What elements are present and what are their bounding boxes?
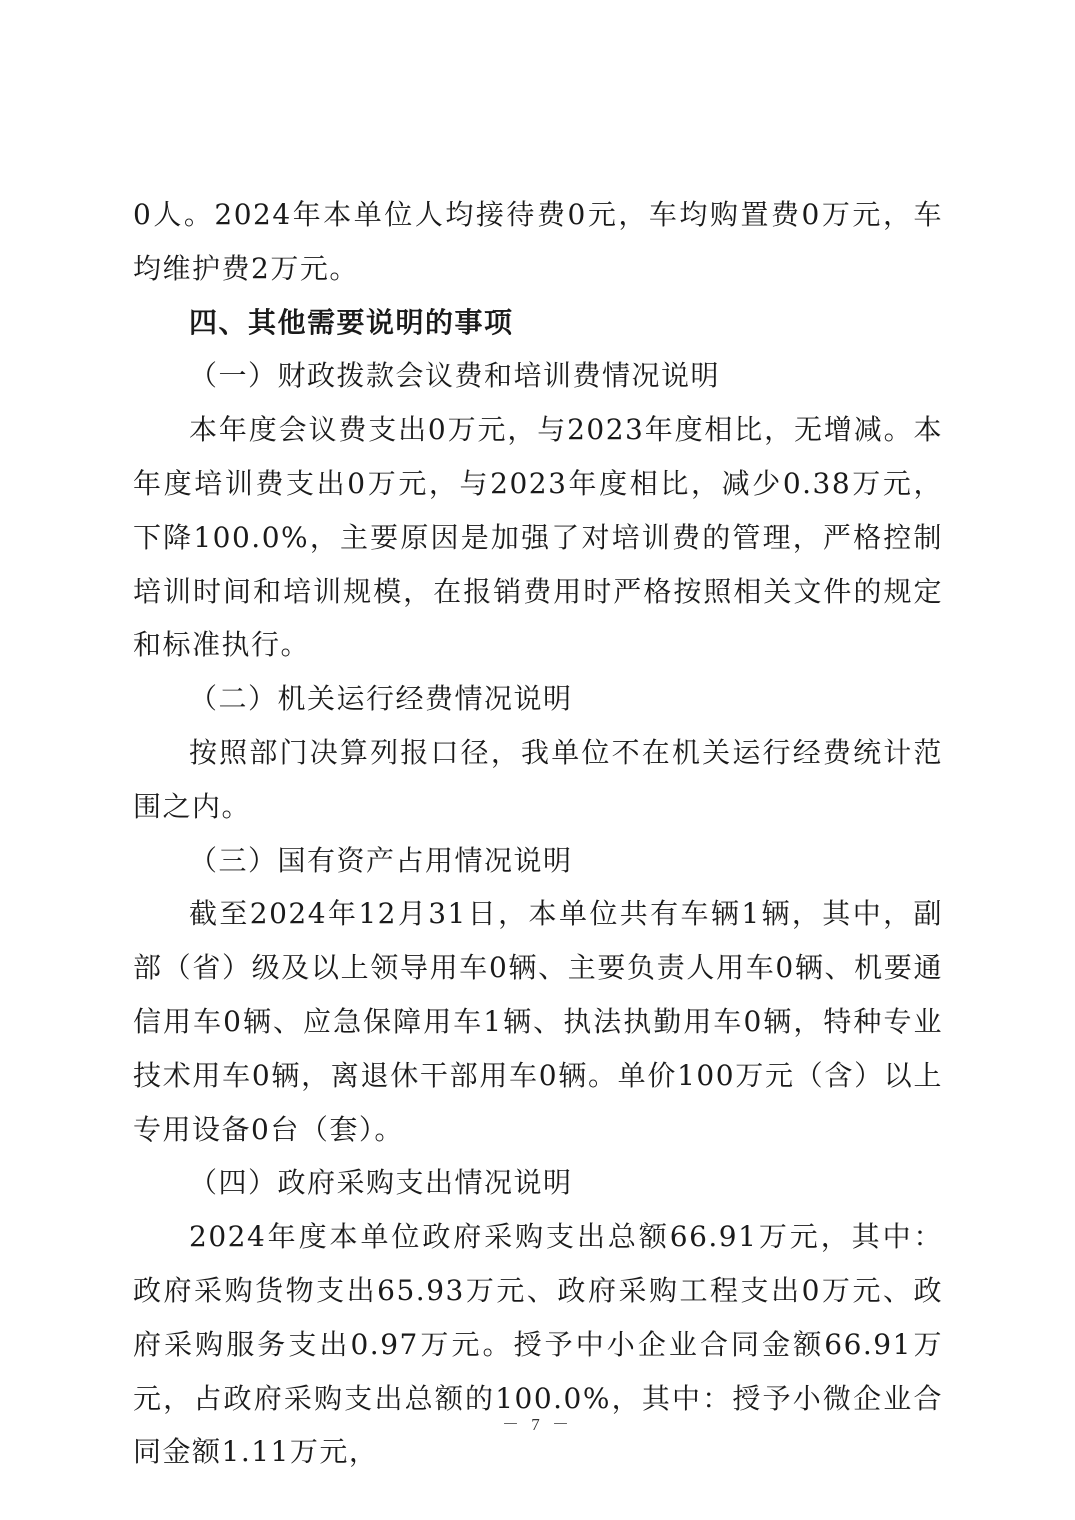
subheading-government-procurement: （四）政府采购支出情况说明 [189, 1166, 573, 1200]
document-body [133, 188, 943, 1479]
subheading-operating-expenses: （二）机关运行经费情况说明 [189, 682, 573, 716]
paragraph-operating-expenses: 按照部门决算列报口径，我单位不在机关运行经费统计范围之内。 [133, 735, 943, 823]
paragraph-meeting-training-fees: 本年度会议费支出0万元，与2023年度相比，无增减。本年度培训费支出0万元，与2023年度相比，减少0.38万元，下降100.0%，主要原因是加强了对培训费的管理，严格控制培训时间和培训规模，在报销费用时严格按照相关文件的规定和标准执行。 [133, 413, 943, 662]
paragraph-government-procurement: 2024年度本单位政府采购支出总额66.91万元，其中：政府采购货物支出65.93万元、政府采购工程支出0万元、政府采购服务支出0.97万元。授予中小企业合同金额66.91万元，占政府采购支出总额的100.0%，其中：授予小微企业合同金额1.11万元， [133, 1220, 943, 1469]
page-number: － 7 － [502, 1415, 573, 1434]
paragraph-state-assets: 截至2024年12月31日，本单位共有车辆1辆，其中，副部（省）级及以上领导用车0辆、主要负责人用车0辆、机要通信用车0辆、应急保障用车1辆、执法执勤用车0辆，特种专业技术用车0辆，离退休干部用车0辆。单价100万元（含）以上专用设备0台（套）。 [133, 897, 943, 1146]
subheading-state-assets: （三）国有资产占用情况说明 [189, 843, 573, 877]
subheading-meeting-training-fees: （一）财政拨款会议费和培训费情况说明 [189, 359, 721, 393]
paragraph-continuation: 0人。2024年本单位人均接待费0元，车均购置费0万元，车均维护费2万元。 [133, 198, 943, 285]
section-heading-four: 四、其他需要说明的事项 [189, 305, 514, 339]
